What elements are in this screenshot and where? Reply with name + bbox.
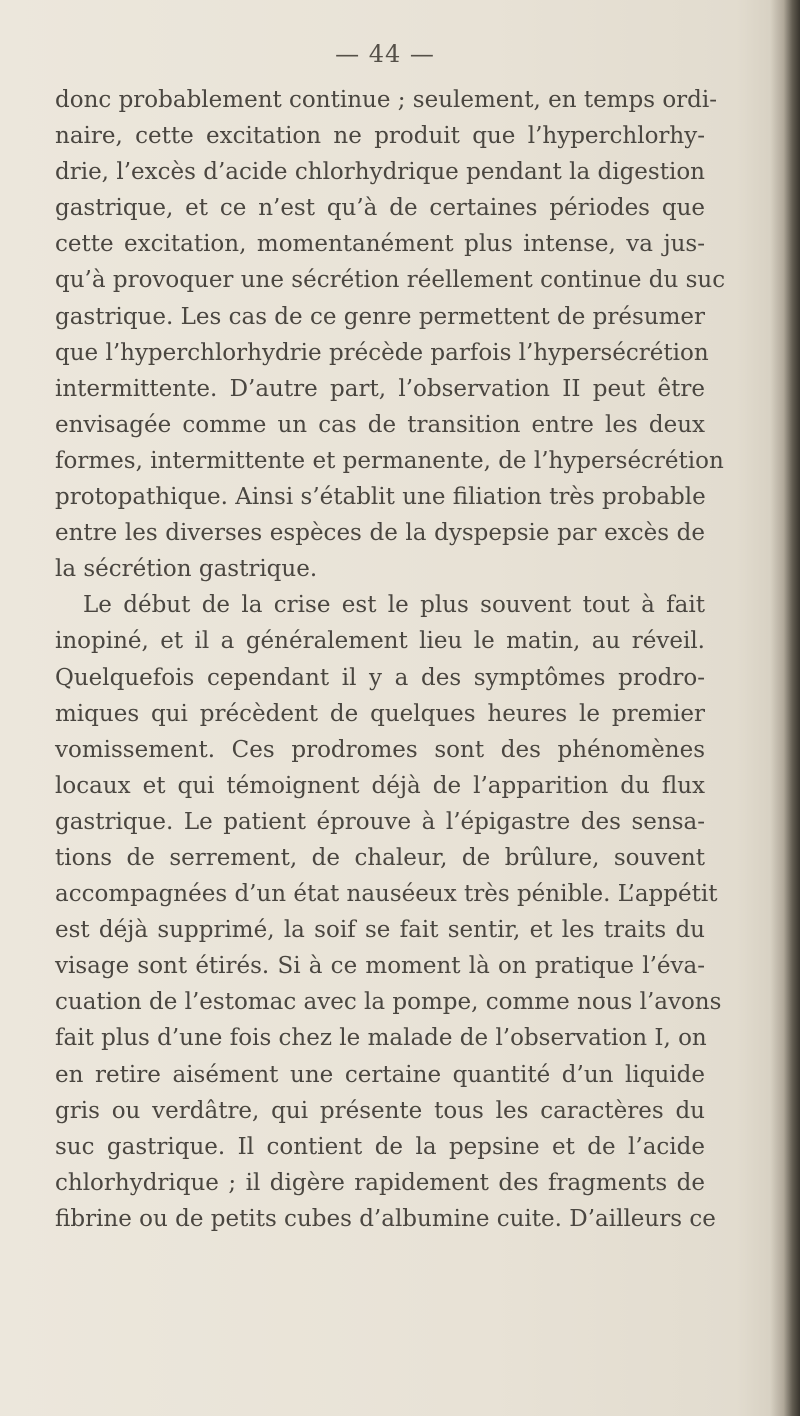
- text-line: cette excitation, momentanément plus intense, va jus-: [55, 231, 705, 258]
- text-line: donc probablement continue ; seulement, en temps ordi-: [55, 87, 718, 113]
- text-line: Quelquefois cependant il y a des symptômes prodro-: [55, 664, 705, 691]
- text-line: tions de serrement, de chaleur, de brûlure, souvent: [55, 844, 705, 871]
- text-line: intermittente. D’autre part, l’observation II peut être: [55, 375, 705, 402]
- text-line: qu’à provoquer une sécrétion réellement continue du suc: [55, 267, 726, 294]
- page-number: — 44 —: [335, 40, 435, 68]
- text-line: gris ou verdâtre, qui présente tous les caractères du: [55, 1097, 705, 1124]
- text-line: suc gastrique. Il contient de la pepsine et de l’acide: [55, 1133, 705, 1160]
- text-line: protopathique. Ainsi s’établit une filiation très probable: [55, 484, 706, 511]
- text-line: est déjà supprimé, la soif se fait sentir, et les traits du: [55, 917, 705, 944]
- page-edge-shadow: [770, 0, 800, 1416]
- text-line: inopiné, et il a généralement lieu le matin, au réveil.: [55, 628, 705, 655]
- text-line: gastrique, et ce n’est qu’à de certaines périodes que: [55, 195, 705, 222]
- text-line: chlorhydrique ; il digère rapidement des fragments de: [55, 1169, 705, 1196]
- text-line: accompagnées d’un état nauséeux très pénible. L’appétit: [55, 881, 718, 908]
- text-line: Le début de la crise est le plus souvent tout à fait: [83, 592, 705, 619]
- text-line: envisagée comme un cas de transition entre les deux: [55, 411, 705, 438]
- text-line: formes, intermittente et permanente, de l’hypersécrétion: [55, 447, 724, 474]
- text-line: naire, cette excitation ne produit que l’hyperchlorhy-: [55, 123, 705, 150]
- text-line: entre les diverses espèces de la dyspepsie par excès de: [55, 520, 705, 547]
- text-line: vomissement. Ces prodromes sont des phénomènes: [55, 736, 705, 763]
- text-line: cuation de l’estomac avec la pompe, comme nous l’avons: [55, 989, 722, 1016]
- text-line: en retire aisément une certaine quantité d’un liquide: [55, 1061, 705, 1088]
- text-line: fibrine ou de petits cubes d’albumine cuite. D’ailleurs ce: [55, 1205, 716, 1232]
- text-line: drie, l’excès d’acide chlorhydrique pendant la digestion: [55, 159, 705, 186]
- text-line: gastrique. Les cas de ce genre permettent de présumer: [55, 303, 706, 330]
- text-line: miques qui précèdent de quelques heures le premier: [55, 700, 705, 727]
- text-line: la sécrétion gastrique.: [55, 556, 318, 583]
- text-line: gastrique. Le patient éprouve à l’épigastre des sensa-: [55, 808, 705, 835]
- text-line: que l’hyperchlorhydrie précède parfois l’hypersécrétion: [55, 339, 709, 366]
- text-line: visage sont étirés. Si à ce moment là on pratique l’éva-: [55, 953, 705, 980]
- text-line: locaux et qui témoignent déjà de l’apparition du flux: [55, 772, 705, 799]
- text-line: fait plus d’une fois chez le malade de l’observation I, on: [55, 1025, 707, 1052]
- body-text: [55, 82, 726, 1237]
